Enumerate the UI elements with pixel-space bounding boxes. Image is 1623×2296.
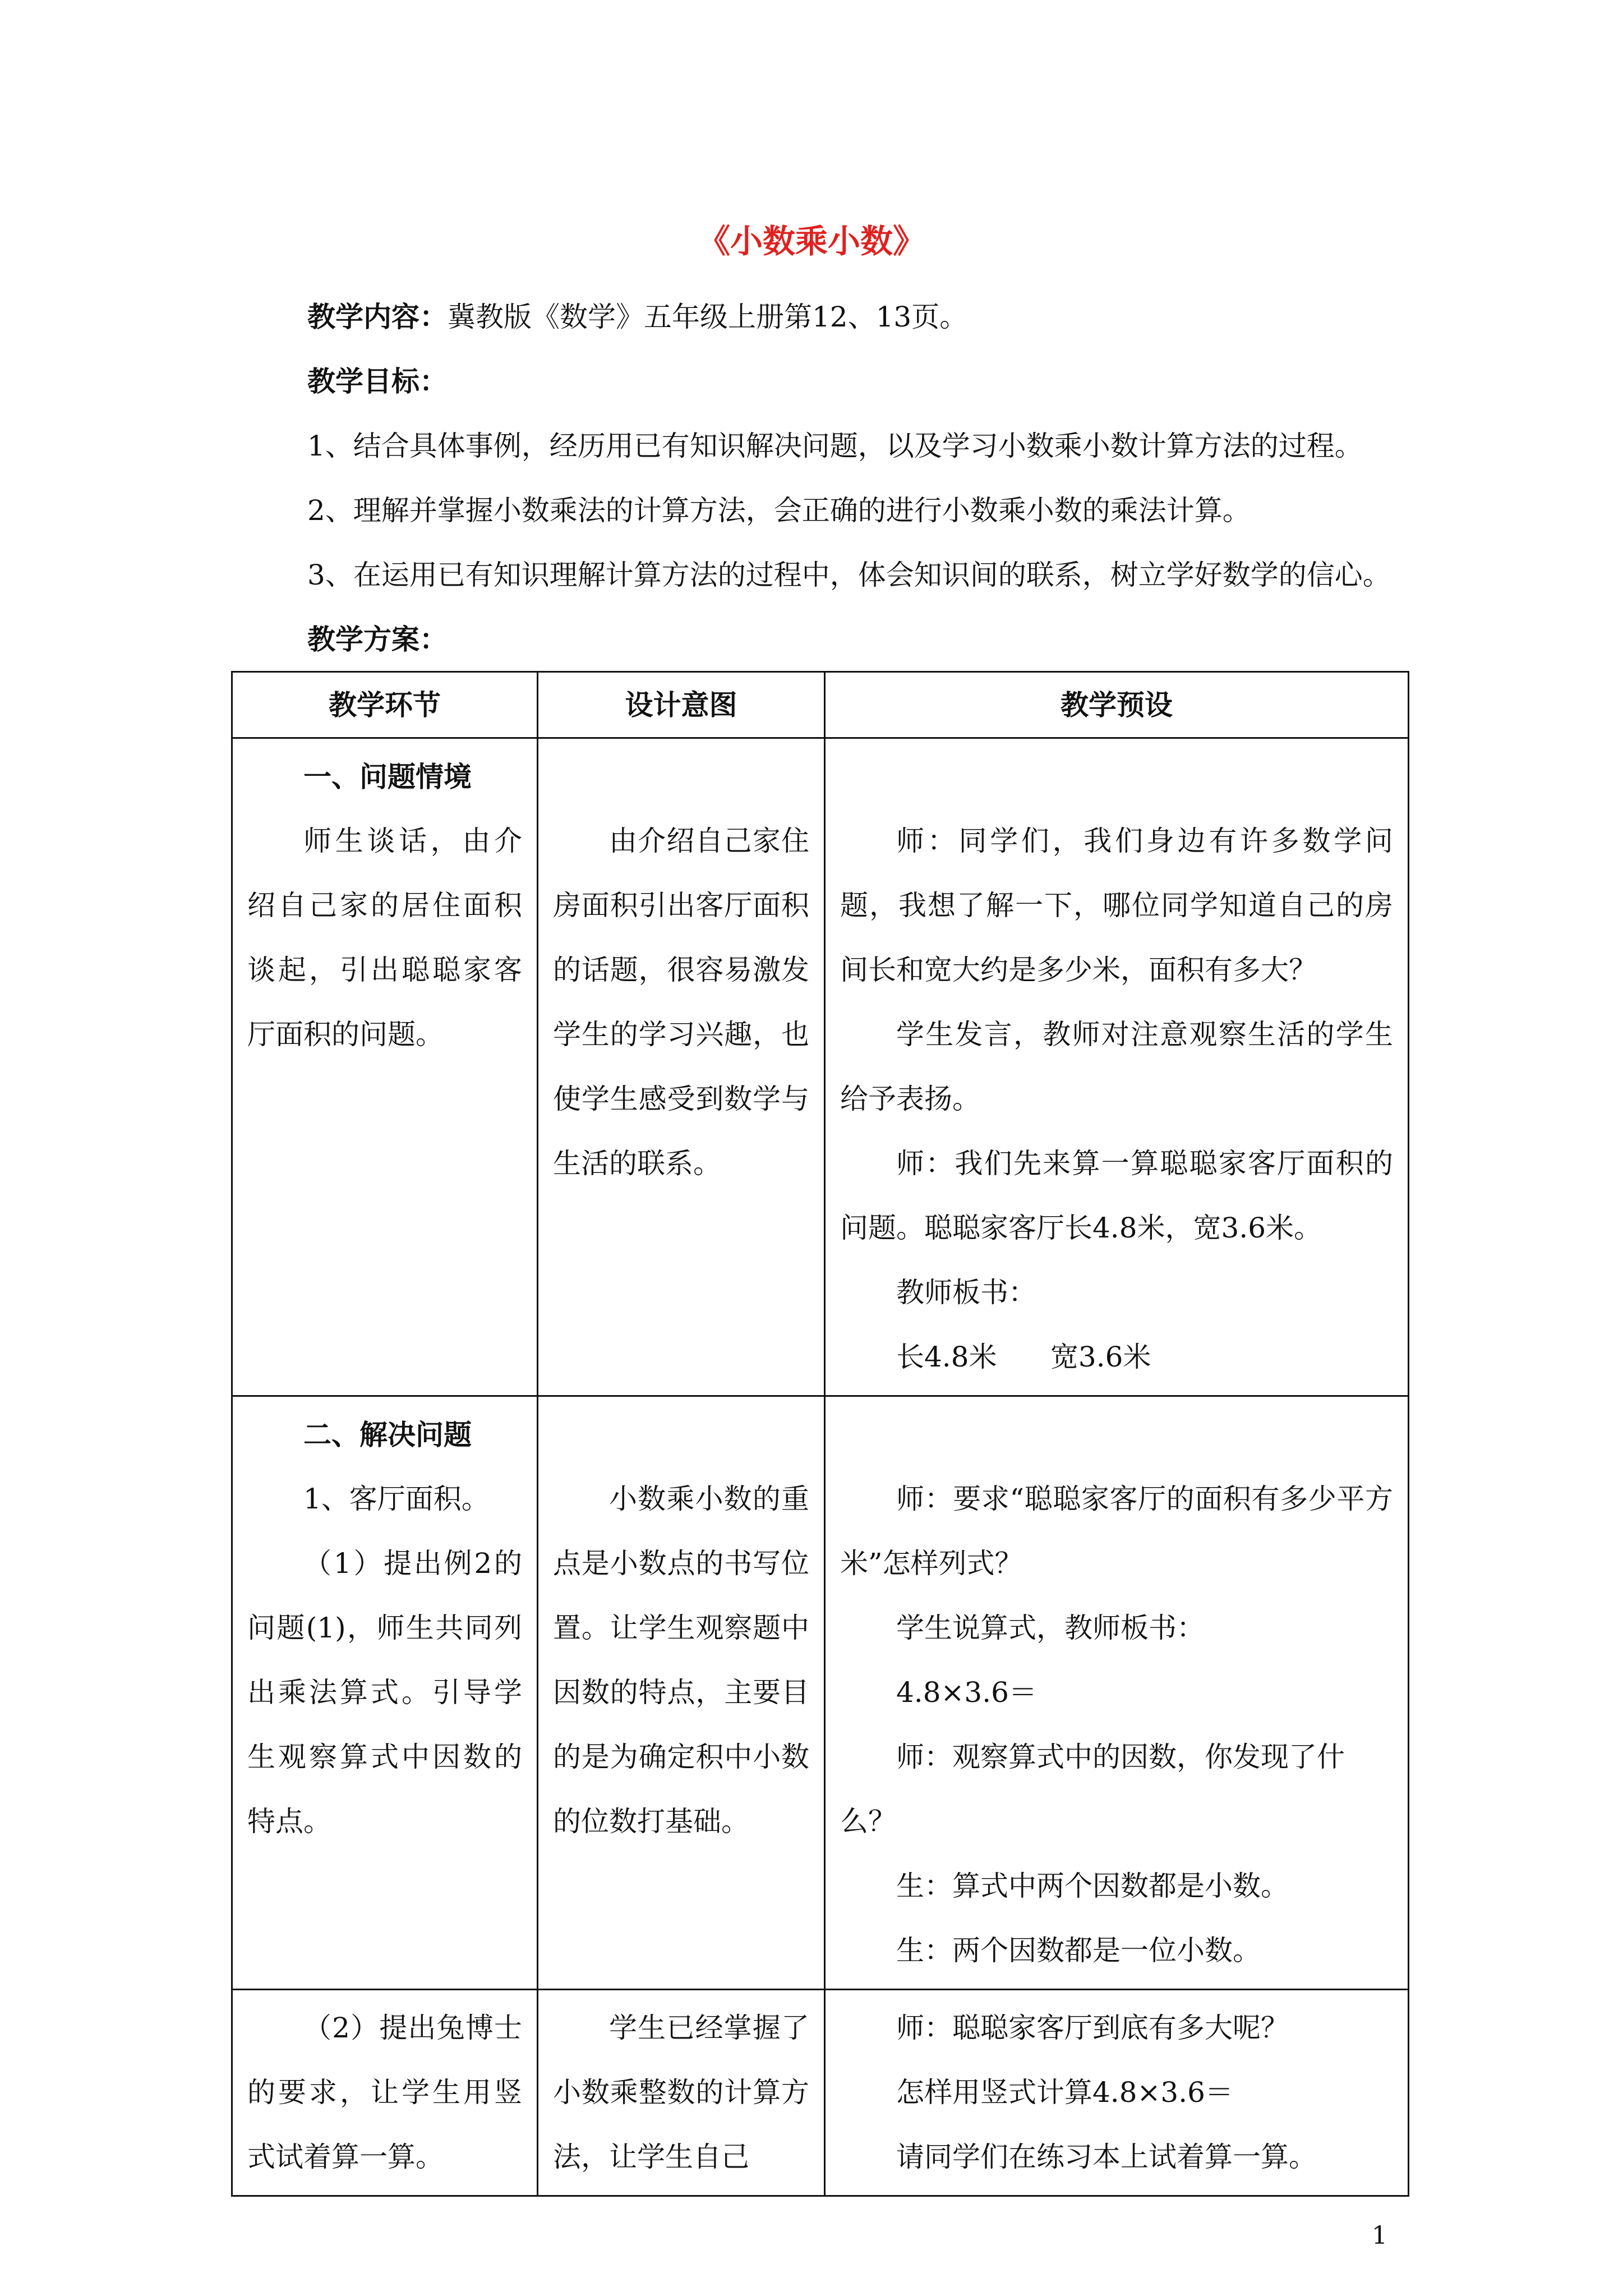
header-design-intent: 设计意图 [538, 672, 825, 738]
preset-text: 请同学们在练习本上试着算一算。 [896, 2141, 1317, 2173]
preset-cell [825, 1990, 1409, 2196]
section-heading: 一、问题情境 [303, 760, 472, 793]
preset-text: 师：聪聪家客厅到底有多大呢？ [896, 2012, 1289, 2044]
stage-text: （1）提出例2的问题(1)，师生共同列出乘法算式。引导学生观察算式中因数的特点。 [247, 1547, 522, 1838]
preset-cell [825, 1396, 1409, 1990]
stage-text: （2）提出兔博士的要求，让学生用竖式试着算一算。 [247, 2012, 522, 2173]
table-row [232, 738, 1409, 1396]
header-teaching-preset: 教学预设 [825, 672, 1409, 738]
teaching-goals-label: 教学目标： [307, 365, 448, 398]
intent-cell [538, 1396, 825, 1990]
intent-text: 学生已经掌握了小数乘整数的计算方法，让学生自己 [553, 2012, 809, 2173]
stage-text: 师生谈话，由介绍自己家的居住面积谈起，引出聪聪家客厅面积的问题。 [247, 825, 522, 1051]
stage-cell [232, 738, 538, 1396]
table-row [232, 1990, 1409, 2196]
stage-cell [232, 1990, 538, 2196]
goal-item-3: 3、在运用已有知识理解计算方法的过程中，体会知识间的联系，树立学好数学的信心。 [307, 559, 1391, 591]
teaching-content [307, 295, 967, 339]
preset-text: 学生说算式，教师板书： [896, 1612, 1205, 1644]
goal-item-2: 2、理解并掌握小数乘法的计算方法，会正确的进行小数乘小数的乘法计算。 [307, 494, 1251, 527]
preset-text: 4.8×3.6＝ [896, 1676, 1037, 1709]
page-number: 1 [1372, 2221, 1387, 2250]
stage-cell [232, 1396, 538, 1990]
preset-text: 师：观察算式中的因数，你发现了什么？ [840, 1741, 1345, 1838]
preset-text: 学生发言，教师对注意观察生活的学生给予表扬。 [840, 1018, 1393, 1115]
preset-text: 师：我们先来算一算聪聪家客厅面积的问题。聪聪家客厅长4.8米，宽3.6米。 [840, 1147, 1393, 1244]
preset-cell [825, 738, 1409, 1396]
preset-text: 长4.8米 宽3.6米 [896, 1341, 1151, 1373]
header-teaching-stage: 教学环节 [232, 672, 538, 738]
intent-text: 小数乘小数的重点是小数点的书写位置。让学生观察题中因数的特点，主要目的是为确定积中小数的位数打基础。 [553, 1483, 809, 1838]
intent-cell [538, 738, 825, 1396]
preset-text: 师：同学们，我们身边有许多数学问题，我想了解一下，哪位同学知道自己的房间长和宽大约是多少米，面积有多大？ [840, 825, 1393, 986]
stage-text: 1、客厅面积。 [303, 1483, 490, 1515]
preset-text: 生：算式中两个因数都是小数。 [896, 1870, 1289, 1902]
intent-cell [538, 1990, 825, 2196]
section-heading: 二、解决问题 [303, 1418, 472, 1451]
table-header-row [232, 672, 1409, 738]
preset-text: 师：要求“聪聪家客厅的面积有多少平方米”怎样列式？ [840, 1483, 1393, 1580]
table-row [232, 1396, 1409, 1990]
goal-item-1: 1、结合具体事例，经历用已有知识解决问题，以及学习小数乘小数计算方法的过程。 [307, 430, 1363, 462]
preset-text: 生：两个因数都是一位小数。 [896, 1934, 1261, 1967]
document-title: 《小数乘小数》 [697, 222, 925, 260]
preset-text: 怎样用竖式计算4.8×3.6＝ [896, 2076, 1233, 2109]
teaching-content-text: 冀教版《数学》五年级上册第12、13页。 [448, 301, 968, 333]
teaching-plan-label: 教学方案： [307, 623, 448, 656]
teaching-content-label: 教学内容： [307, 300, 448, 333]
intent-text: 由介绍自己家住房面积引出客厅面积的话题，很容易激发学生的学习兴趣，也使学生感受到数学与生活的联系。 [553, 825, 809, 1180]
teaching-plan-table [231, 671, 1409, 2197]
preset-text: 教师板书： [896, 1276, 1036, 1309]
